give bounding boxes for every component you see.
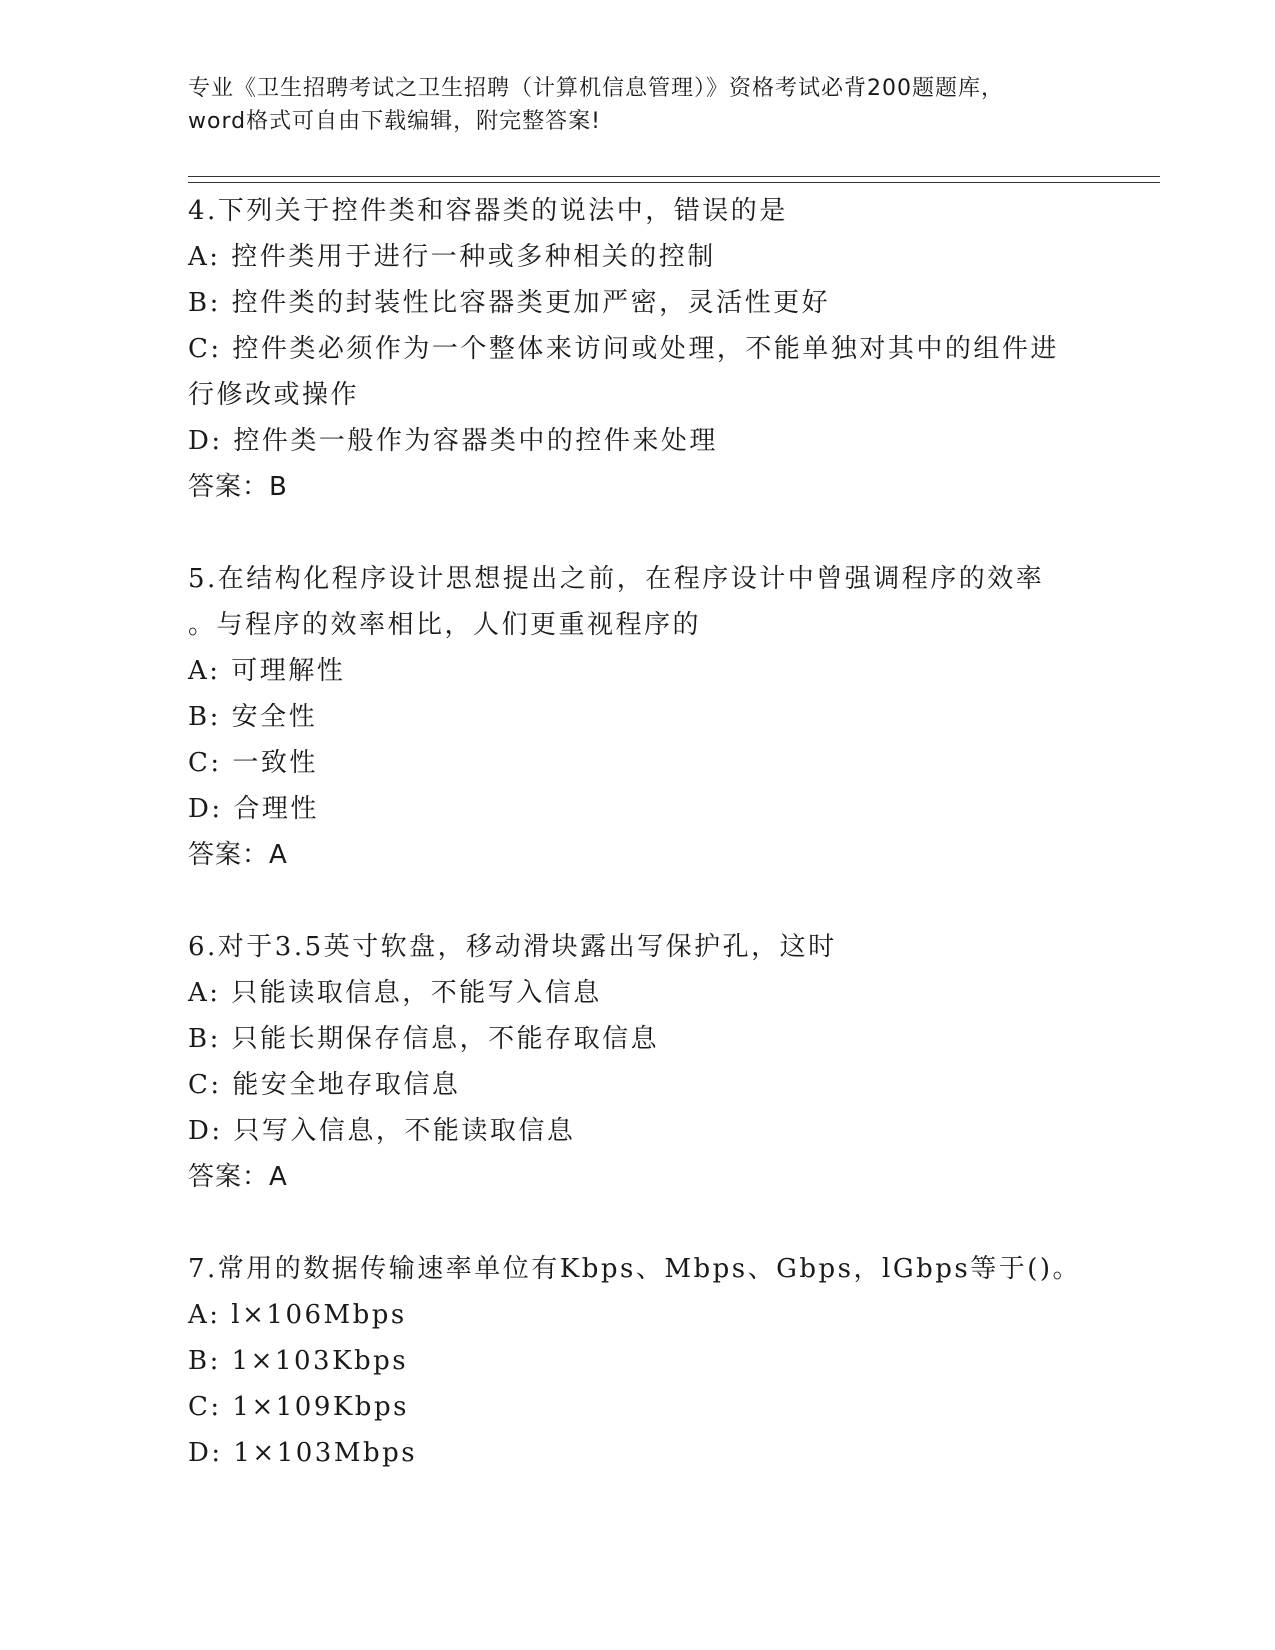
answer-key: 答案：A: [188, 1162, 288, 1192]
document-header: [188, 72, 1088, 138]
answer-option: B: 安全性: [188, 702, 318, 732]
answer-option: B: 控件类的封装性比容器类更加严密，灵活性更好: [188, 288, 831, 318]
question-item: [188, 188, 1088, 510]
answer-key: 答案：A: [188, 840, 288, 870]
header-line-2: word格式可自由下载编辑，附完整答案!: [188, 109, 601, 134]
answer-option: D: 控件类一般作为容器类中的控件来处理: [188, 426, 718, 456]
answer-option: 行修改或操作: [188, 380, 360, 410]
question-stem: 7.常用的数据传输速率单位有Kbps、Mbps、Gbps，lGbps等于()。: [188, 1254, 1082, 1284]
answer-key: 答案：B: [188, 472, 288, 502]
answer-option: C: 1×109Kbps: [188, 1392, 409, 1422]
question-list: [188, 188, 1088, 1476]
answer-option: C: 能安全地存取信息: [188, 1070, 461, 1100]
question-item: [188, 1246, 1088, 1476]
question-item: [188, 556, 1088, 878]
answer-option: D: 1×103Mbps: [188, 1438, 418, 1468]
answer-option: C: 控件类必须作为一个整体来访问或处理，不能单独对其中的组件进: [188, 334, 1059, 364]
answer-option: C: 一致性: [188, 748, 318, 778]
header-divider-bottom: [188, 182, 1160, 183]
answer-option: A: 控件类用于进行一种或多种相关的控制: [188, 242, 716, 272]
question-stem: 5.在结构化程序设计思想提出之前，在程序设计中曾强调程序的效率: [188, 564, 1045, 594]
answer-option: A: 只能读取信息，不能写入信息: [188, 978, 602, 1008]
answer-option: D: 只写入信息，不能读取信息: [188, 1116, 576, 1146]
header-line-1: 专业《卫生招聘考试之卫生招聘（计算机信息管理）》资格考试必背200题题库，: [188, 76, 1004, 101]
question-stem: 。与程序的效率相比，人们更重视程序的: [188, 610, 702, 640]
answer-option: B: 只能长期保存信息，不能存取信息: [188, 1024, 660, 1054]
answer-option: B: 1×103Kbps: [188, 1346, 409, 1376]
question-item: [188, 924, 1088, 1200]
answer-option: A: l×106Mbps: [188, 1300, 407, 1330]
answer-option: A: 可理解性: [188, 656, 346, 686]
question-stem: 4.下列关于控件类和容器类的说法中，错误的是: [188, 196, 788, 226]
header-divider-top: [188, 176, 1160, 177]
answer-option: D: 合理性: [188, 794, 319, 824]
question-stem: 6.对于3.5英寸软盘，移动滑块露出写保护孔，这时: [188, 932, 837, 962]
